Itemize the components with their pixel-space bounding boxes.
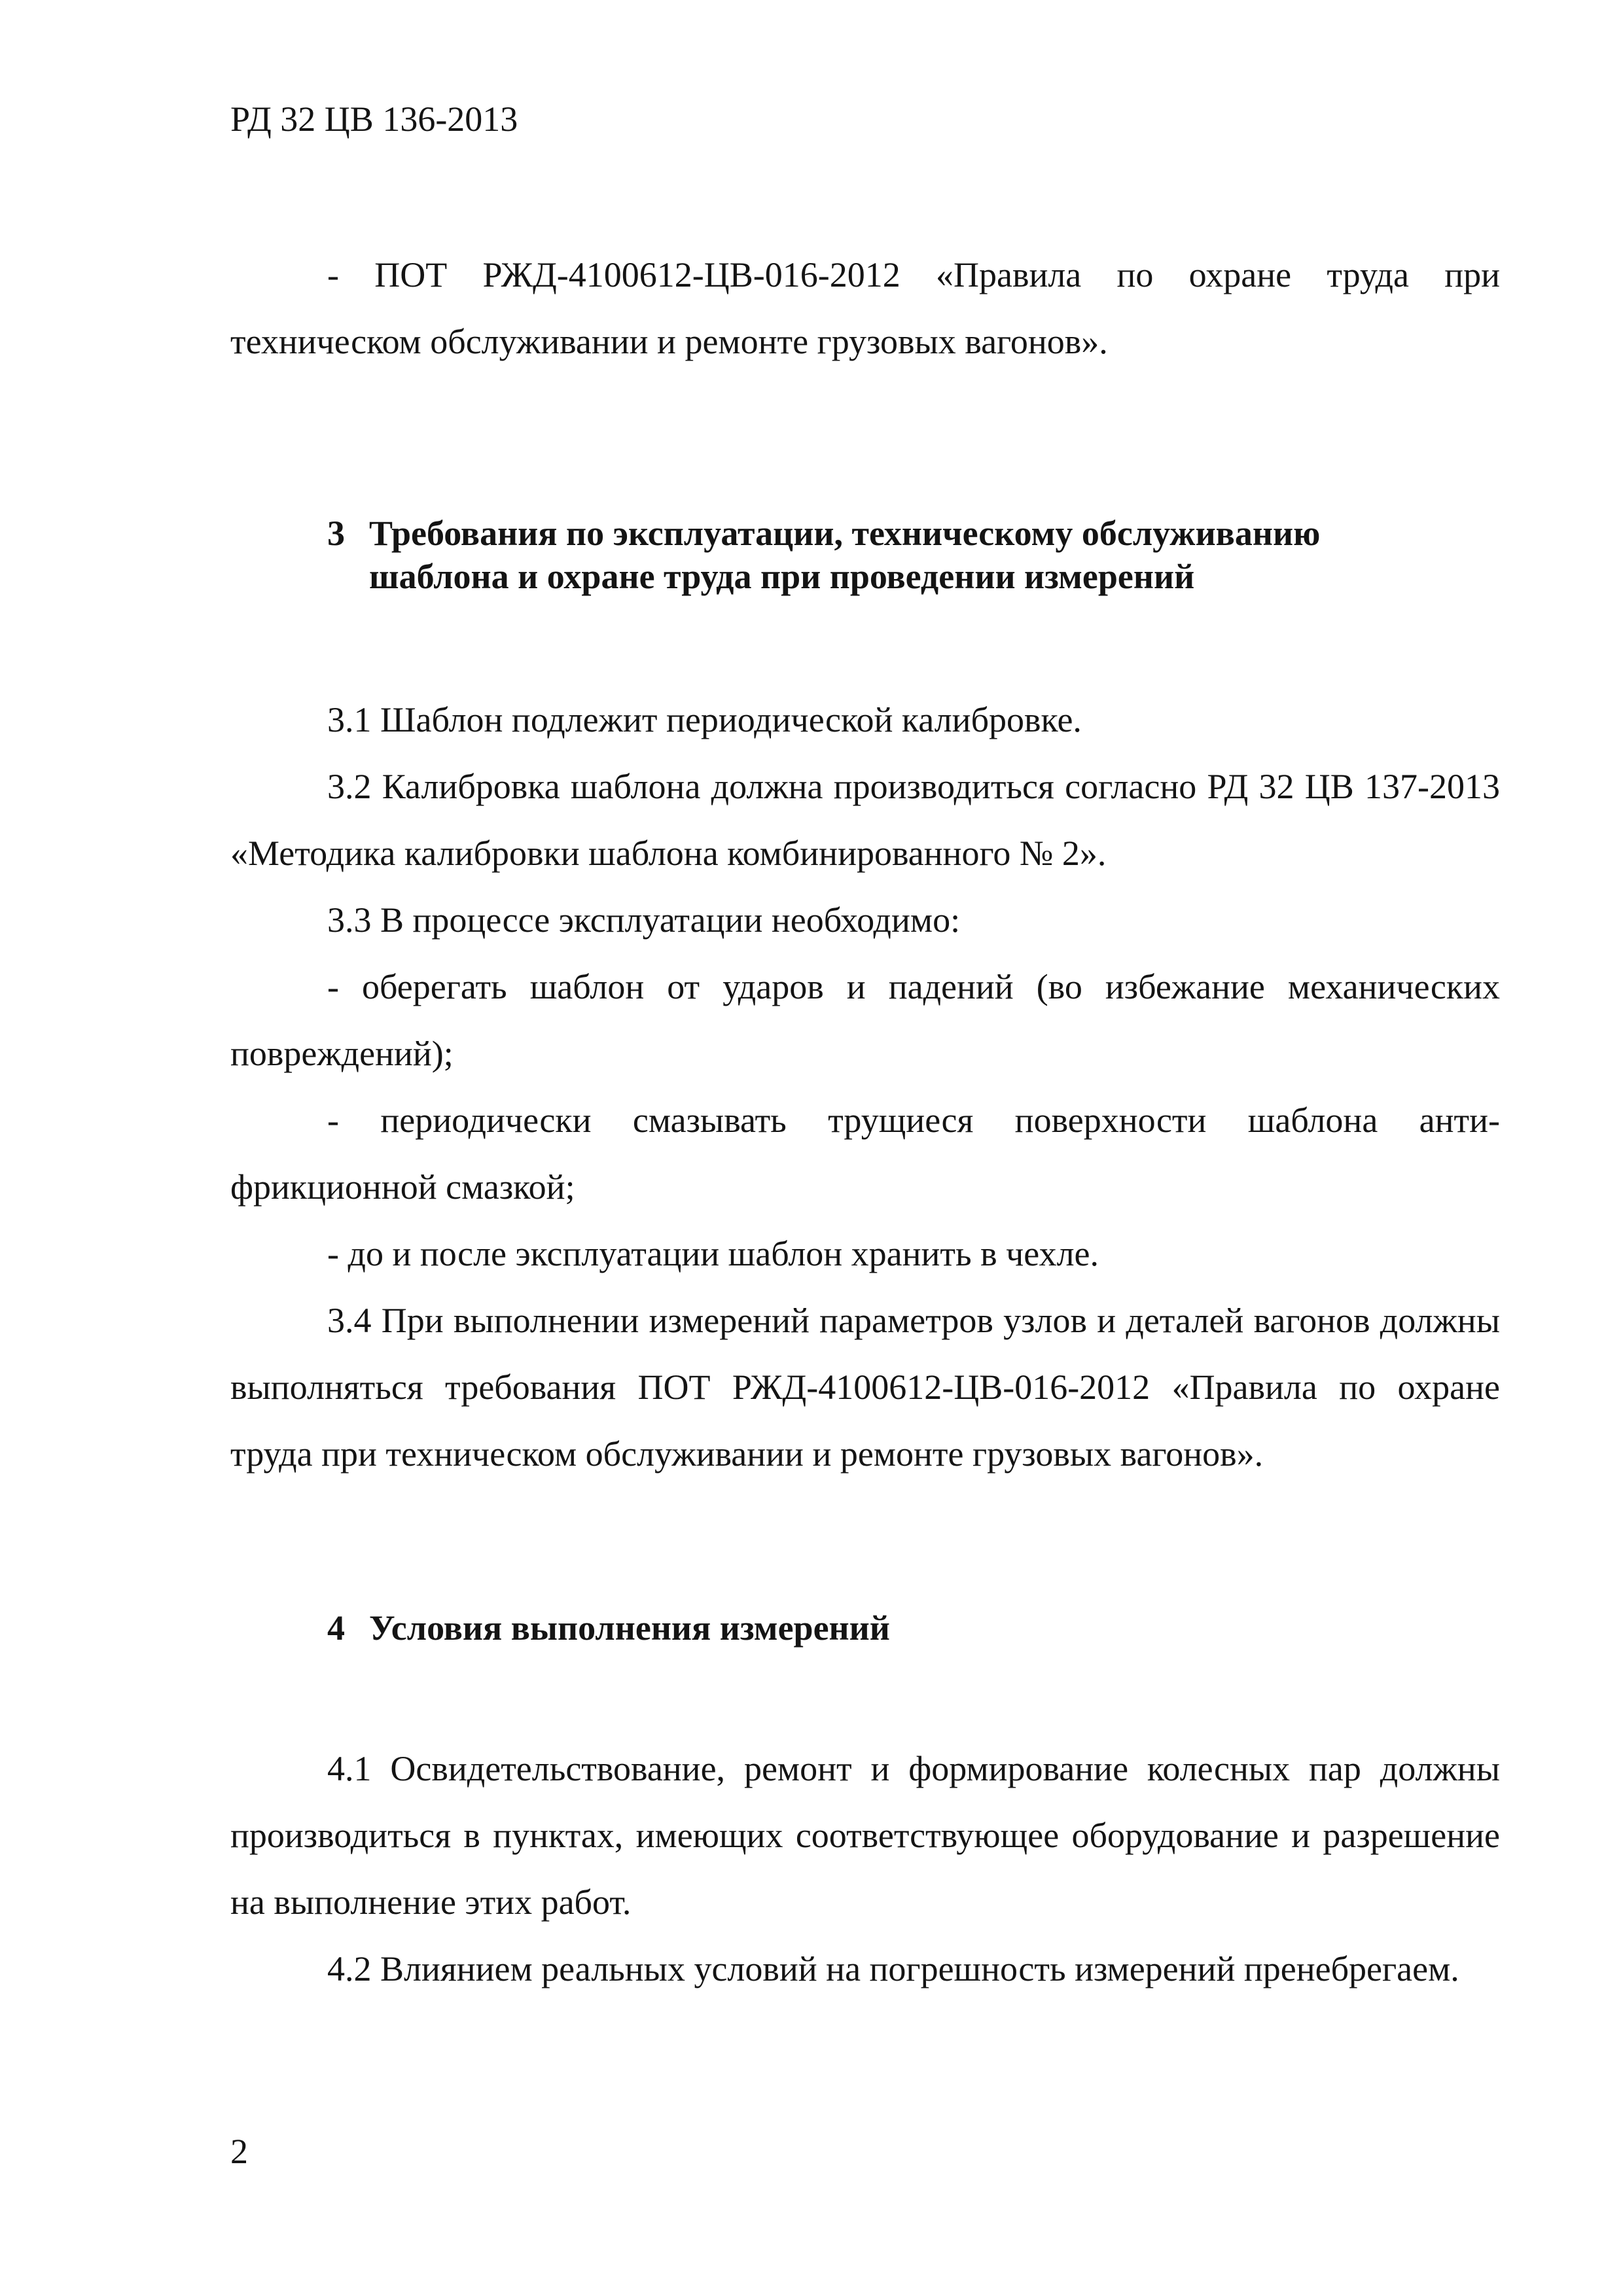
section-3-heading (230, 512, 1500, 598)
paragraph-3-4: 3.4 При выполнении измерений параметров узлов и деталей вагонов должны выполняться требования ПОТ РЖД-4100612-ЦВ-016-2012 «Правила по охране труда при техническом обслуживании и ремонте грузовых вагонов». (230, 1301, 1500, 1474)
list-item-protect: - оберегать шаблон от ударов и падений (во избежание механических повреждений); (230, 967, 1500, 1073)
section-4-heading-line (230, 1606, 1500, 1650)
section-3-heading-line-1 (230, 512, 1500, 555)
section-3-title-line-1: Требования по эксплуатации, техническому обслуживанию (369, 514, 1321, 553)
paragraph-3-3: 3.3 В процессе эксплуатации необходимо: (327, 900, 961, 940)
section-3-title-line-2: шаблона и охране труда при проведении измерений (369, 557, 1195, 596)
reference-item: - ПОТ РЖД-4100612-ЦВ-016-2012 «Правила по охране труда при техническом обслуживании и ремонте грузовых вагонов». (230, 255, 1500, 361)
paragraph-3-1: 3.1 Шаблон подлежит периодической калибровке. (327, 700, 1082, 739)
section-3-number: 3 (327, 514, 345, 553)
page-number: 2 (230, 2132, 248, 2171)
paragraph-3-2: 3.2 Калибровка шаблона должна производиться согласно РД 32 ЦВ 137-2013 «Методика калибровки шаблона комбинированного № 2». (230, 767, 1500, 873)
document-code-header: РД 32 ЦВ 136-2013 (230, 99, 518, 139)
section-4-number: 4 (327, 1608, 345, 1648)
section-4-heading (230, 1606, 1500, 1650)
section-4-title: Условия выполнения измерений (369, 1608, 890, 1648)
paragraph-4-1: 4.1 Освидетельствование, ремонт и формирование колесных пар должны производиться в пунктах, имеющих соответствующее оборудование и разрешение на выполнение этих работ. (230, 1749, 1500, 1922)
list-item-lubricate: - периодически смазывать трущиеся поверхности шаблона анти-фрикционной смазкой; (230, 1101, 1500, 1207)
paragraph-4-2: 4.2 Влиянием реальных условий на погрешность измерений пренебрегаем. (327, 1949, 1459, 1988)
list-item-storage: - до и после эксплуатации шаблон хранить в чехле. (327, 1234, 1099, 1273)
